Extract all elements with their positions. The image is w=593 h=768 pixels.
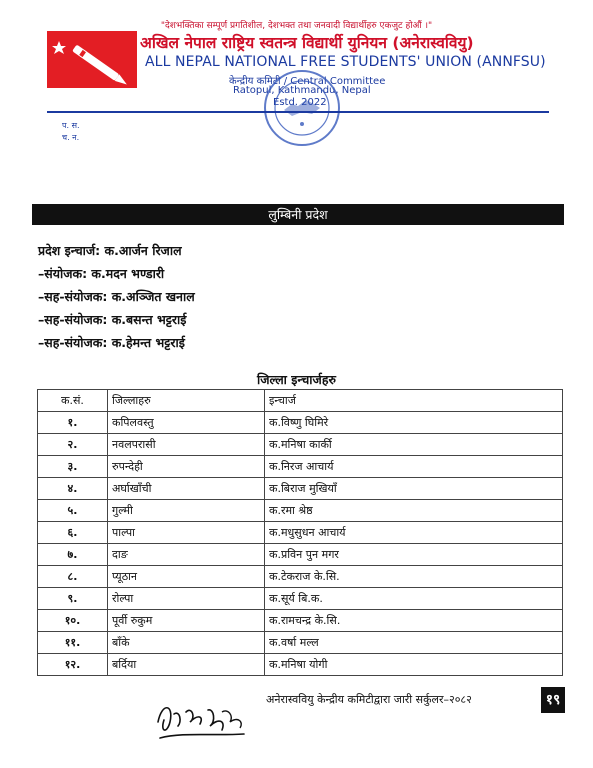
district-cell: दाङ (108, 544, 265, 566)
table-row (38, 566, 563, 588)
incharge-cell: क.रामचन्द्र के.सि. (265, 610, 563, 632)
table-row (38, 544, 563, 566)
dispatch-number: च. न. (62, 133, 80, 142)
district-cell: प्यूठान (108, 566, 265, 588)
role-line: –सह-संयोजक: क.हेमन्त भट्टराई (38, 335, 185, 350)
established-line: Estd. 2022 (273, 97, 327, 108)
org-name-en: ALL NEPAL NATIONAL FREE STUDENTS' UNION (ANNFSU) (145, 54, 546, 70)
incharge-cell: क.निरज आचार्य (265, 456, 563, 478)
table-row (38, 500, 563, 522)
incharge-cell: क.प्रविन पुन मगर (265, 544, 563, 566)
incharge-cell: क.सूर्य बि.क. (265, 588, 563, 610)
district-cell: पूर्वी रुकुम (108, 610, 265, 632)
serial-number: ५. (67, 504, 78, 517)
incharge-cell: क.वर्षा मल्ल (265, 632, 563, 654)
district-cell: रुपन्देही (108, 456, 265, 478)
col-header-district: जिल्लाहरु (108, 390, 265, 412)
district-cell: गुल्मी (108, 500, 265, 522)
table-row (38, 478, 563, 500)
serial-cell (38, 500, 108, 522)
serial-number: ८. (67, 570, 78, 583)
slogan: "देशभक्तिका सम्पूर्ण प्रगतिशील, देशभक्त तथा जनवादी विद्यार्थीहरु एकजुट होऔं ।" (160, 21, 433, 31)
serial-cell (38, 654, 108, 676)
district-cell: रोल्पा (108, 588, 265, 610)
serial-number: ६. (67, 526, 78, 539)
incharge-cell: क.टेकराज के.सि. (265, 566, 563, 588)
table-row (38, 610, 563, 632)
serial-number: १२. (64, 658, 81, 671)
district-cell: कपिलवस्तु (108, 412, 265, 434)
incharge-cell: क.मधुसुधन आचार्य (265, 522, 563, 544)
header-divider (47, 111, 549, 113)
district-cell: पाल्पा (108, 522, 265, 544)
table-row (38, 434, 563, 456)
table-row (38, 654, 563, 676)
role-line: प्रदेश इन्चार्ज: क.आर्जन रिजाल (38, 243, 182, 258)
serial-number: २. (67, 438, 78, 451)
serial-cell (38, 456, 108, 478)
incharge-cell: क.बिराज मुखियाँ (265, 478, 563, 500)
incharge-cell: क.मनिषा योगी (265, 654, 563, 676)
role-line: –संयोजक: क.मदन भण्डारी (38, 266, 165, 281)
serial-cell (38, 610, 108, 632)
serial-number: ३. (67, 460, 78, 473)
table-row (38, 412, 563, 434)
role-line: –सह-संयोजक: क.अञ्जित खनाल (38, 289, 195, 304)
flag-logo (47, 31, 137, 88)
col-header-serial: क.सं. (38, 390, 108, 412)
incharge-cell: क.विष्णु घिमिरे (265, 412, 563, 434)
signature (152, 692, 262, 752)
table-row (38, 588, 563, 610)
serial-number: ७. (67, 548, 78, 561)
serial-cell (38, 544, 108, 566)
serial-number: ९. (67, 592, 78, 605)
incharge-cell: क.रमा श्रेष्ठ (265, 500, 563, 522)
district-cell: बर्दिया (108, 654, 265, 676)
district-incharge-table (37, 389, 563, 676)
official-seal (262, 68, 342, 148)
district-cell: अर्घाखाँची (108, 478, 265, 500)
table-header-row (38, 390, 563, 412)
serial-cell (38, 588, 108, 610)
reference-number: प. स. (62, 121, 80, 130)
table-row (38, 522, 563, 544)
serial-cell (38, 412, 108, 434)
serial-number: ११. (64, 636, 81, 649)
serial-cell (38, 434, 108, 456)
org-name-np: अखिल नेपाल राष्ट्रिय स्वतन्त्र विद्यार्थी युनियन (अनेरास्ववियु) (140, 34, 474, 52)
serial-number: १. (67, 416, 78, 429)
table-row (38, 632, 563, 654)
section-title: लुम्बिनी प्रदेश (32, 204, 564, 225)
serial-cell (38, 632, 108, 654)
table-title: जिल्ला इन्चार्जहरु (257, 372, 336, 387)
table-row (38, 456, 563, 478)
footer-circular-text: अनेरास्ववियु केन्द्रीय कमिटीद्वारा जारी सर्कुलर–२०८२ (266, 693, 472, 706)
serial-number: १०. (64, 614, 81, 627)
committee-line: केन्द्रीय कमिटी / Central Committee (229, 76, 386, 87)
incharge-cell: क.मनिषा कार्की (265, 434, 563, 456)
col-header-incharge: इन्चार्ज (265, 390, 563, 412)
serial-cell (38, 478, 108, 500)
serial-cell (38, 522, 108, 544)
address-line: Ratopul, Kathmandu, Nepal (233, 85, 371, 96)
serial-number: ४. (67, 482, 78, 495)
page-number: १९ (541, 687, 565, 713)
district-cell: बाँके (108, 632, 265, 654)
role-line: –सह-संयोजक: क.बसन्त भट्टराई (38, 312, 187, 327)
serial-cell (38, 566, 108, 588)
district-cell: नवलपरासी (108, 434, 265, 456)
